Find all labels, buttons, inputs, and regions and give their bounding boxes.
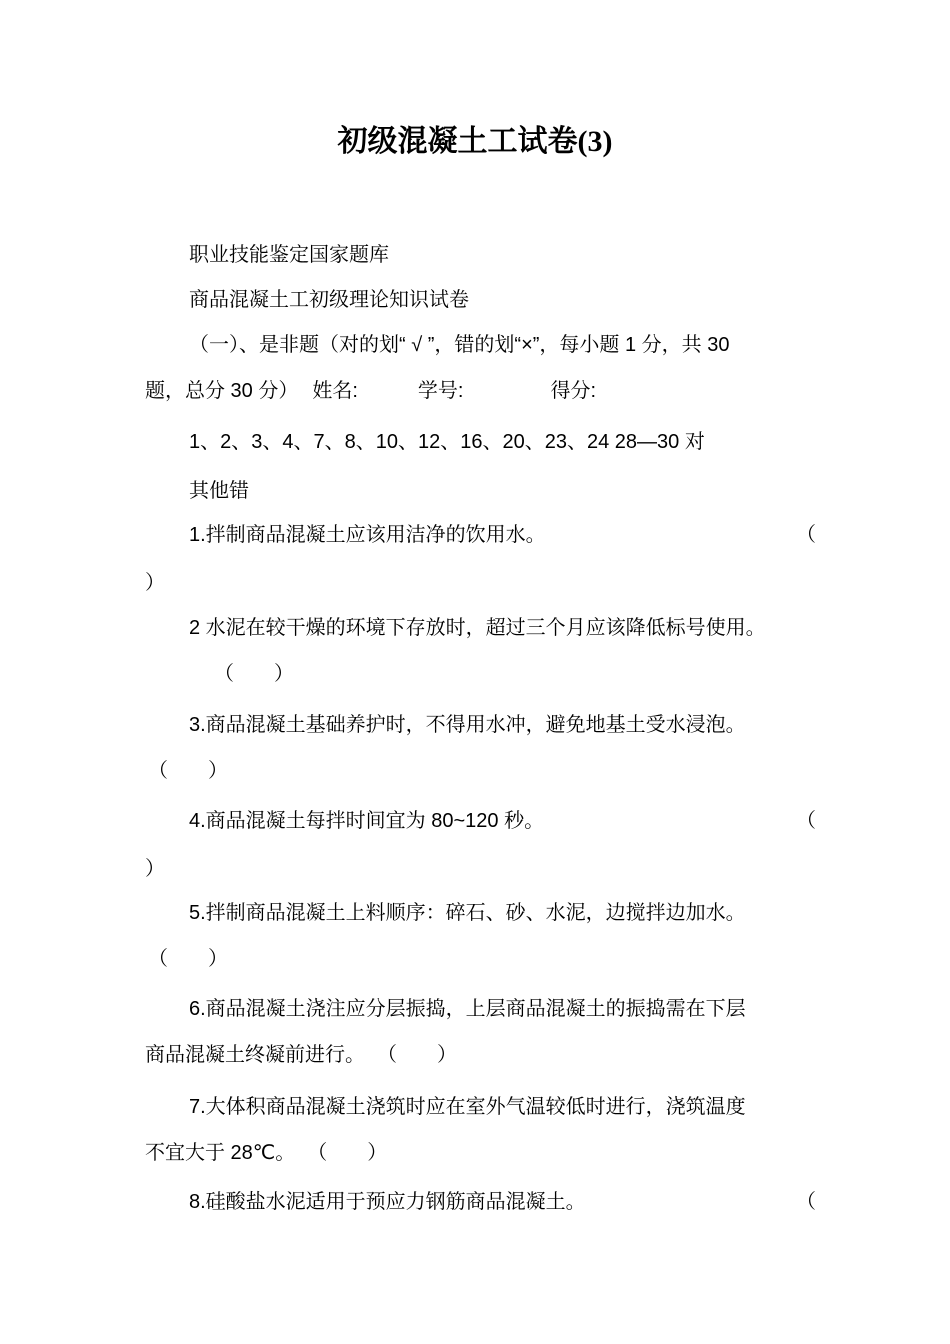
student-id-label: 学号:	[417, 380, 464, 402]
question-8: 8.硅酸盐水泥适用于预应力钢筋商品混凝土。	[189, 1191, 586, 1213]
question-6-line1: 6.商品混凝土浇注应分层振捣，上层商品混凝土的振捣需在下层	[189, 998, 746, 1020]
question-5-answer: （ ）	[148, 948, 228, 970]
question-5: 5.拌制商品混凝土上料顺序：碎石、砂、水泥，边搅拌边加水。	[189, 902, 746, 924]
section-header-suffix: 题，总分 30 分）	[145, 380, 299, 402]
section-header-line1: （一）、是非题（对的划“ √ ”，错的划“×”，每小题 1 分，共 30	[189, 334, 730, 356]
question-1-answer-open: （	[796, 524, 816, 546]
answer-key-line1: 1、2、3、4、7、8、10、12、16、20、23、24 28—30 对	[189, 431, 705, 453]
subtitle-question-bank: 职业技能鉴定国家题库	[189, 244, 389, 266]
score-label: 得分:	[550, 380, 597, 402]
question-6-text: 商品混凝土终凝前进行。	[145, 1044, 365, 1066]
name-label: 姓名:	[312, 380, 358, 402]
question-3: 3.商品混凝土基础养护时，不得用水冲，避免地基土受水浸泡。	[189, 714, 746, 736]
question-3-answer: （ ）	[148, 760, 228, 782]
question-6-line2	[145, 1041, 457, 1069]
question-7-text: 不宜大于 28℃。	[145, 1142, 296, 1164]
question-4-answer-close: ）	[145, 858, 165, 880]
question-7-line2	[145, 1139, 387, 1167]
question-7-line1: 7.大体积商品混凝土浇筑时应在室外气温较低时进行，浇筑温度	[189, 1096, 746, 1118]
question-1-answer-close: ）	[145, 572, 165, 594]
question-1: 1.拌制商品混凝土应该用洁净的饮用水。	[189, 524, 546, 546]
question-8-answer-open: （	[796, 1191, 816, 1213]
question-4: 4.商品混凝土每拌时间宜为 80~120 秒。	[189, 810, 545, 832]
question-6-answer: （ ）	[377, 1044, 457, 1066]
document-title: 初级混凝土工试卷(3)	[337, 125, 613, 158]
question-4-answer-open: （	[796, 810, 816, 832]
subtitle-exam-name: 商品混凝土工初级理论知识试卷	[189, 289, 469, 311]
question-2-answer: （ ）	[214, 663, 294, 685]
section-header-line2	[145, 377, 596, 405]
question-7-answer: （ ）	[307, 1142, 388, 1164]
answer-key-line2: 其他错	[189, 480, 249, 502]
question-2: 2 水泥在较干燥的环境下存放时，超过三个月应该降低标号使用。	[189, 617, 766, 639]
